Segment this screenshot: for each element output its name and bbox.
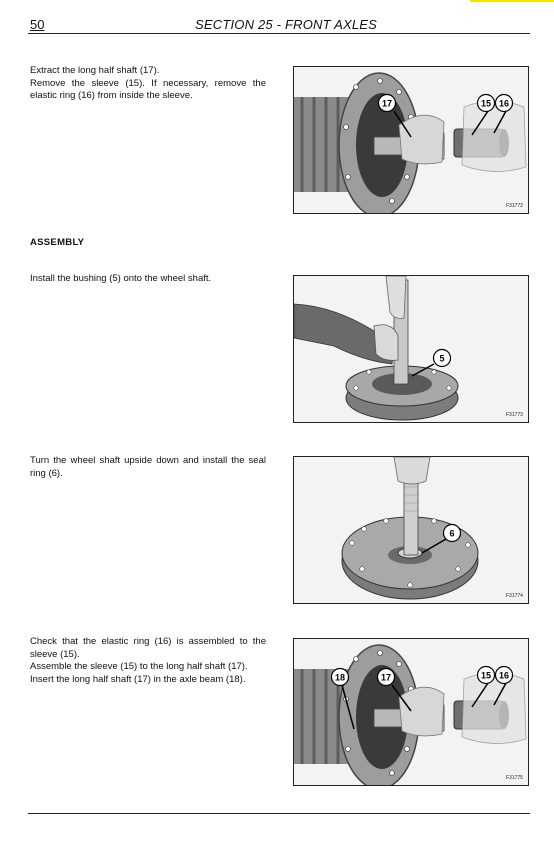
instruction-line: Install the bushing (5) onto the wheel shaft. xyxy=(30,273,212,284)
instruction-line: Assemble the sleeve (15) to the long half shaft (17). xyxy=(30,661,248,672)
instruction-line: Turn the wheel shaft upside down and install the seal ring (6). xyxy=(30,455,266,479)
instruction-text-4 xyxy=(30,636,266,686)
figure-code: F31772 xyxy=(506,203,523,209)
figure-bushing-install xyxy=(293,275,529,423)
instruction-line: Remove the sleeve (15). If necessary, remove the elastic ring (16) from inside the sleeve. xyxy=(30,77,266,101)
page-number: 50 xyxy=(30,17,45,32)
instruction-line: Insert the long half shaft (17) in the axle beam (18). xyxy=(30,673,246,685)
header-divider xyxy=(28,33,530,34)
instruction-line: Check that the elastic ring (16) is assembled to the sleeve (15). xyxy=(30,636,266,660)
figure-half-shaft-insertion xyxy=(293,638,529,786)
instruction-text-2 xyxy=(30,273,266,286)
callout-label: 17 xyxy=(380,672,392,683)
instruction-text-1 xyxy=(30,65,266,103)
figure-half-shaft-extraction xyxy=(293,66,529,214)
assembly-heading: ASSEMBLY xyxy=(30,237,85,248)
callout-label: 16 xyxy=(498,670,510,681)
figure-code: F31775 xyxy=(506,775,523,781)
instruction-line: Extract the long half shaft (17). xyxy=(30,65,160,76)
section-title: SECTION 25 - FRONT AXLES xyxy=(195,17,378,32)
callout-label: 5 xyxy=(439,353,445,364)
figure-code: F31774 xyxy=(506,593,523,599)
callout-label: 15 xyxy=(480,98,492,109)
figure-code: F31773 xyxy=(506,412,523,418)
callout-label: 18 xyxy=(334,672,346,683)
footer-divider xyxy=(28,813,530,814)
callout-label: 16 xyxy=(498,98,510,109)
callout-label: 6 xyxy=(449,528,455,539)
instruction-text-3 xyxy=(30,455,266,480)
callout-label: 15 xyxy=(480,670,492,681)
callout-label: 17 xyxy=(381,98,393,109)
corner-color-mark xyxy=(470,0,554,2)
figure-seal-ring-install xyxy=(293,456,529,604)
